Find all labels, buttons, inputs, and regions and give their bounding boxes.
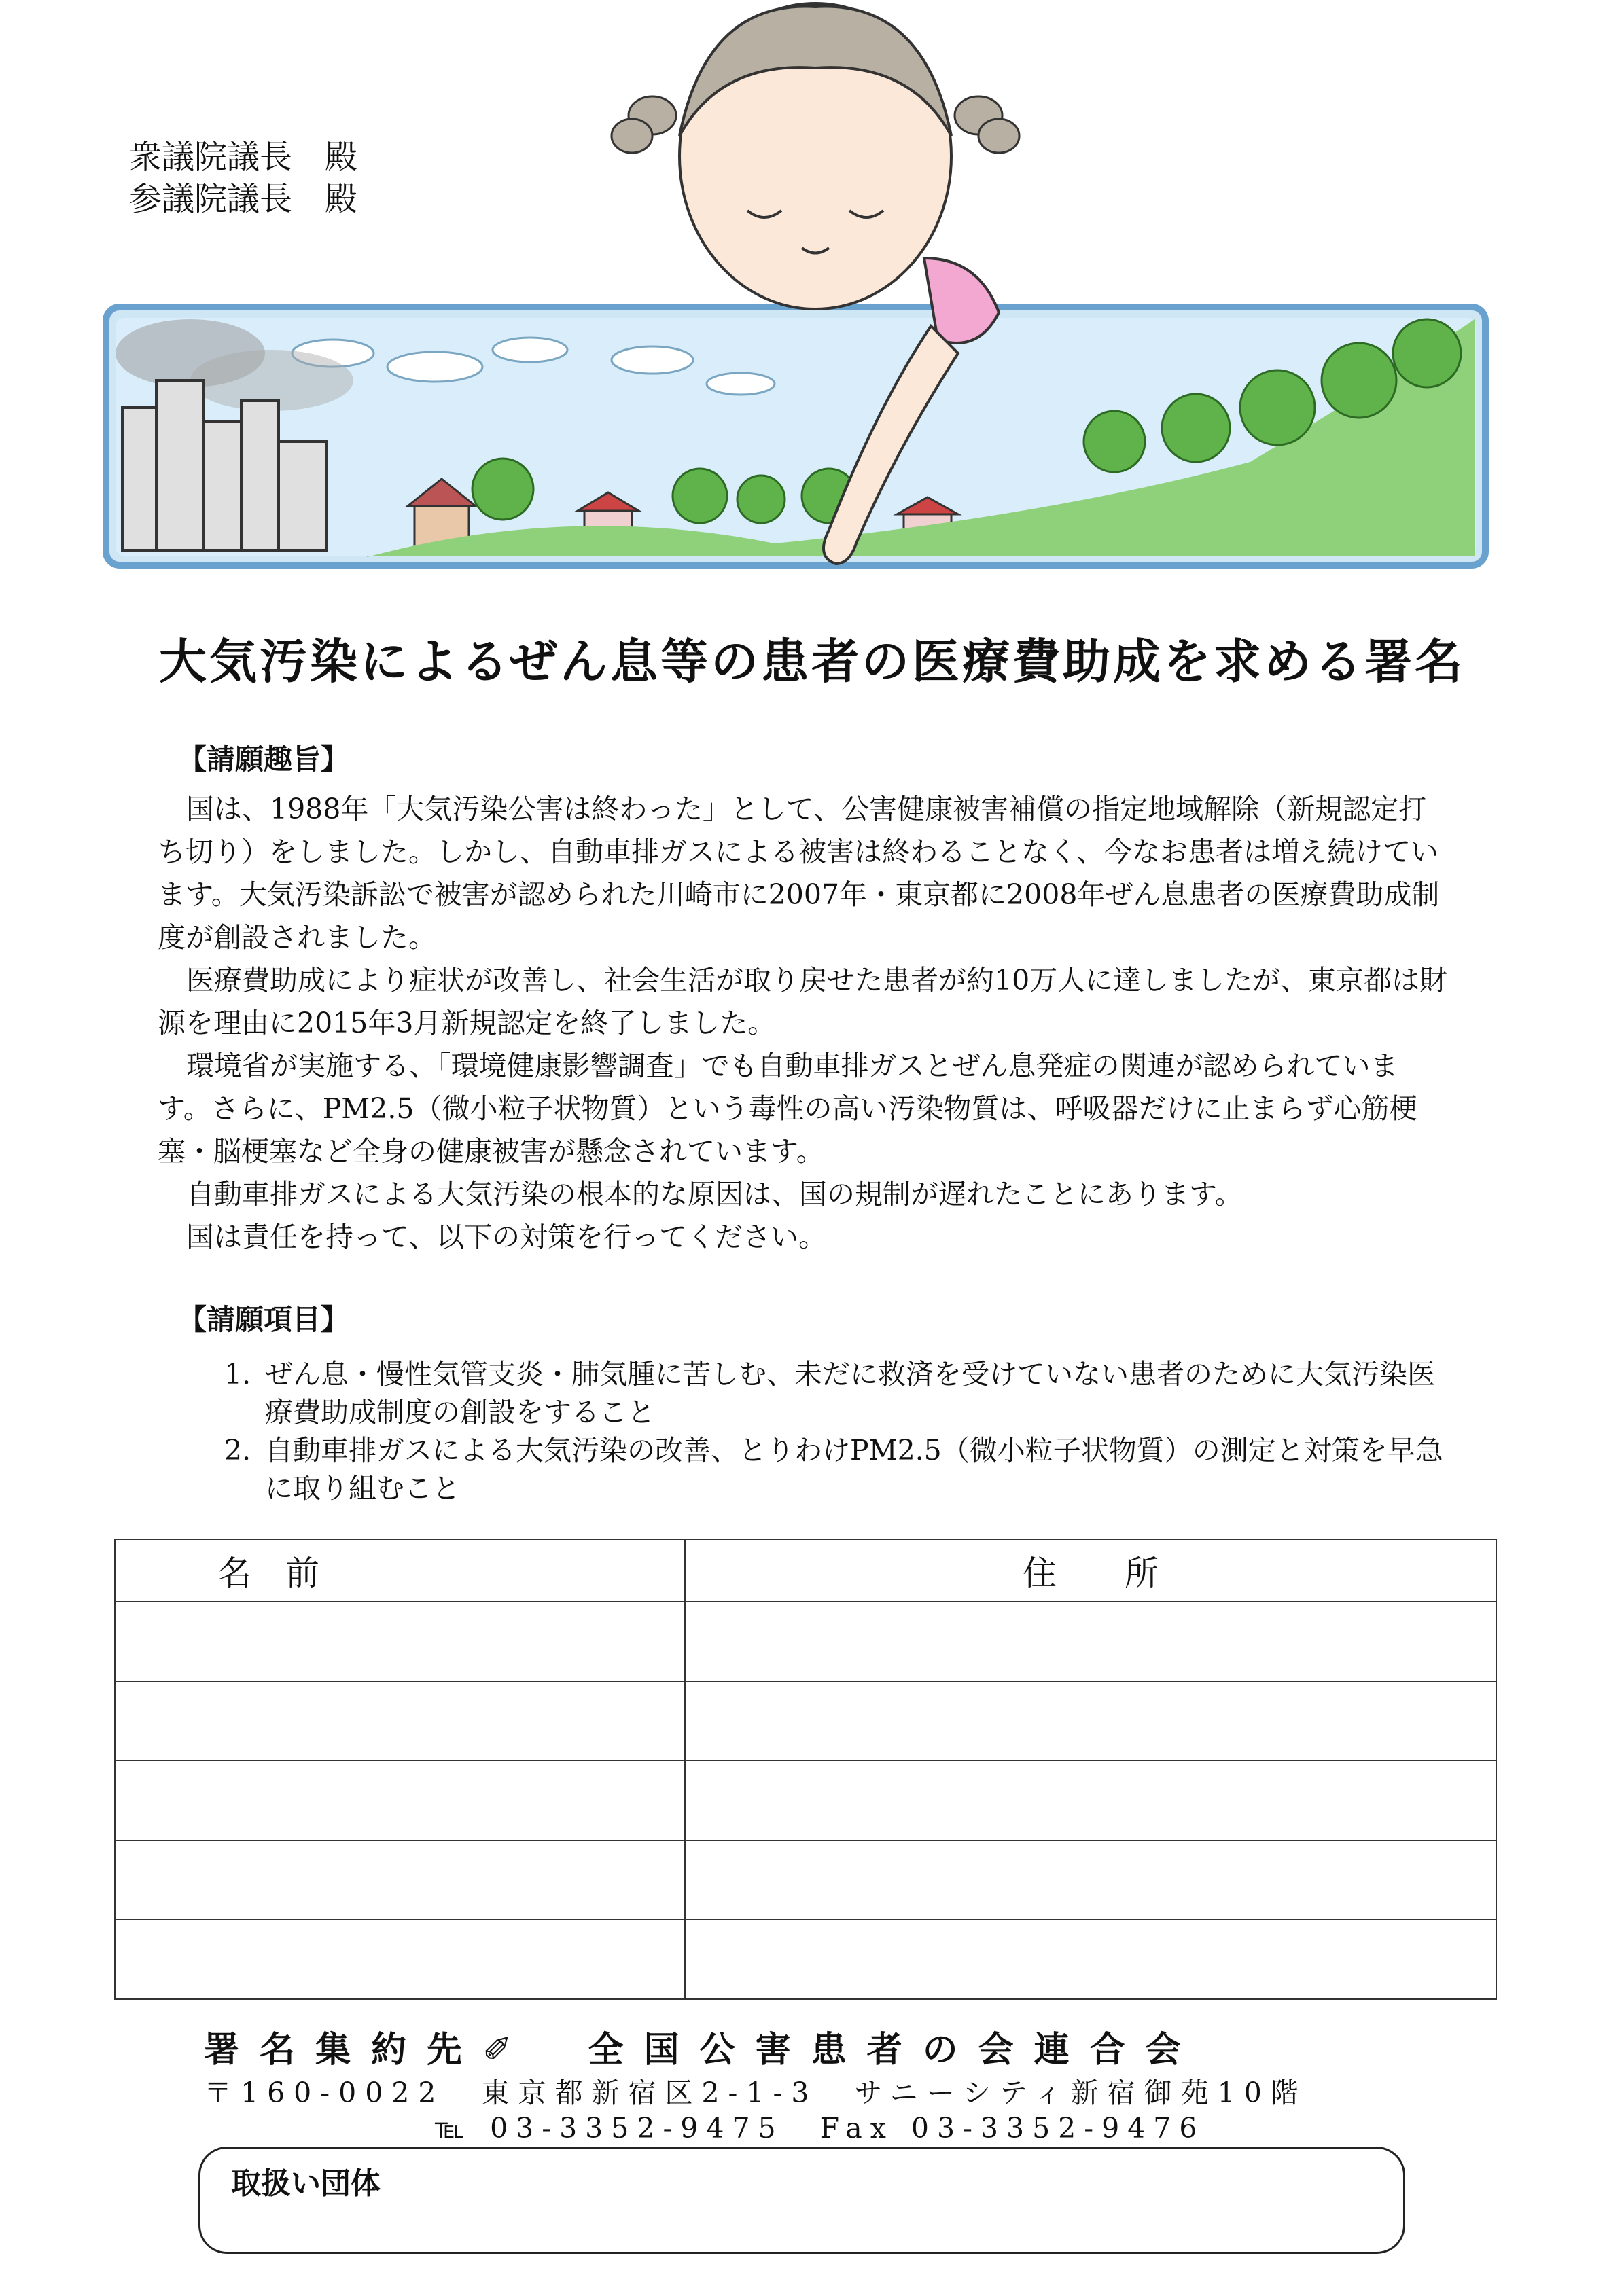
name-cell[interactable]: [115, 1840, 685, 1920]
item-number: 1.: [224, 1358, 251, 1391]
address-cell[interactable]: [685, 1761, 1496, 1840]
column-name-header: 名 前: [115, 1539, 685, 1602]
address-cell[interactable]: [685, 1840, 1496, 1920]
purpose-paragraph: 国は責任を持って、以下の対策を行ってください。: [186, 1221, 827, 1253]
addressee-upper-house: 参議院議長 殿: [129, 180, 358, 218]
table-row: [115, 1602, 1496, 1681]
list-item: [224, 1431, 1461, 1507]
address-cell[interactable]: [685, 1602, 1496, 1681]
name-cell[interactable]: [115, 1602, 685, 1681]
item-number: 2.: [224, 1434, 251, 1467]
table-row: [115, 1761, 1496, 1840]
phone-fax: ℡ 03-3352-9475 Fax 03-3352-9476: [435, 2112, 1205, 2145]
name-cell[interactable]: [115, 1761, 685, 1840]
list-item: [224, 1355, 1461, 1431]
purpose-heading: 【請願趣旨】: [178, 742, 350, 776]
name-cell[interactable]: [115, 1681, 685, 1761]
addressee-lower-house: 衆議院議長 殿: [129, 138, 358, 176]
collector-line: 署名集約先✐ 全国公害患者の会連合会: [204, 2030, 1201, 2070]
items-list: [224, 1355, 1461, 1507]
item-text: ぜん息・慢性気管支炎・肺気腫に苦しむ、未だに救済を受けていない患者のために大気汚染医療費助成制度の創設をすること: [265, 1358, 1435, 1429]
purpose-paragraph: 環境省が実施する、「環境健康影響調査」でも自動車排ガスとぜん息発症の関連が認められています。さらに、PM2.5（微小粒子状物質）という毒性の高い汚染物質は、呼吸器だけに止まらず心筋梗塞・脳梗塞など全身の健康被害が懸念されています。: [158, 1050, 1417, 1168]
address-cell[interactable]: [685, 1681, 1496, 1761]
table-row: [115, 1920, 1496, 1999]
name-cell[interactable]: [115, 1920, 685, 1999]
table-header-row: [115, 1539, 1496, 1602]
address-cell[interactable]: [685, 1920, 1496, 1999]
column-address-header: 住 所: [685, 1539, 1496, 1602]
table-row: [115, 1840, 1496, 1920]
organization-label: 取扱い団体: [231, 2166, 381, 2201]
girl-landscape-illustration: [95, 0, 1495, 611]
purpose-paragraph: 自動車排ガスによる大気汚染の根本的な原因は、国の規制が遅れたことにあります。: [186, 1178, 1243, 1210]
items-heading: 【請願項目】: [178, 1303, 350, 1336]
postal-address: 〒160-0022 東京都新宿区2-1-3 サニーシティ新宿御苑10階: [204, 2077, 1307, 2109]
signature-table: [114, 1539, 1497, 2000]
item-text: 自動車排ガスによる大気汚染の改善、とりわけPM2.5（微小粒子状物質）の測定と対策を早急に取り組むこと: [265, 1434, 1443, 1505]
table-row: [115, 1681, 1496, 1761]
purpose-body: [158, 788, 1449, 1259]
petition-title: 大気汚染によるぜん息等の患者の医療費助成を求める署名: [159, 634, 1465, 689]
purpose-paragraph: 国は、1988年「大気汚染公害は終わった」として、公害健康被害補償の指定地域解除（新規認定打ち切り）をしました。しかし、自動車排ガスによる被害は終わることなく、今なお患者は増え続けています。大気汚染訴訟で被害が認められた川崎市に2007年・東京都に2008年ぜん息患者の医療費助成制度が創設されました。: [158, 793, 1440, 954]
purpose-paragraph: 医療費助成により症状が改善し、社会生活が取り戻せた患者が約10万人に達しましたが、東京都は財源を理由に2015年3月新規認定を終了しました。: [158, 964, 1448, 1039]
